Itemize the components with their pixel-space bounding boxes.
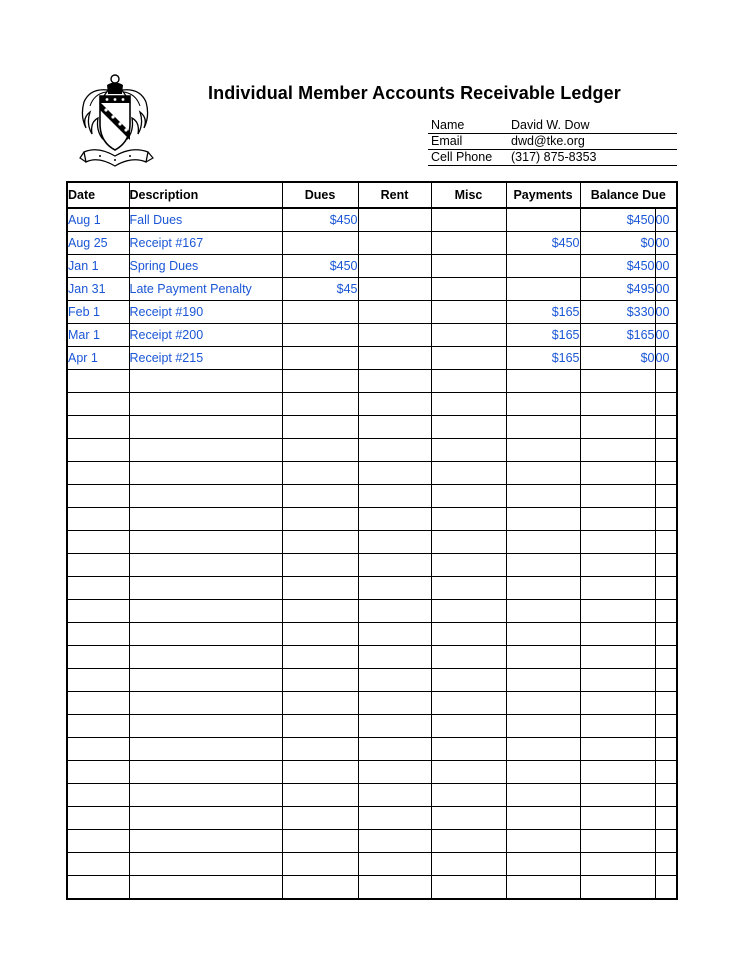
cell-description[interactable] xyxy=(129,462,282,485)
cell-description[interactable] xyxy=(129,876,282,900)
cell-date[interactable] xyxy=(67,462,129,485)
ledger-row xyxy=(67,232,677,255)
cell-dues[interactable] xyxy=(282,715,358,738)
cell-description[interactable] xyxy=(129,853,282,876)
cell-balance[interactable] xyxy=(580,577,655,600)
cell-balance[interactable] xyxy=(580,807,655,830)
cell-balance[interactable] xyxy=(580,554,655,577)
cell-description[interactable] xyxy=(129,830,282,853)
cell-description[interactable] xyxy=(129,692,282,715)
ledger-blank-row xyxy=(67,485,677,508)
email-value[interactable]: dwd@tke.org xyxy=(511,134,585,148)
cell-misc[interactable] xyxy=(431,669,506,692)
cell-dues[interactable] xyxy=(282,439,358,462)
name-label: Name xyxy=(431,118,465,132)
cell-payments[interactable] xyxy=(506,416,580,439)
cell-misc[interactable] xyxy=(431,347,506,370)
cell-dues[interactable] xyxy=(282,462,358,485)
cell-date[interactable]: Apr 1 xyxy=(67,347,129,370)
cell-description[interactable] xyxy=(129,554,282,577)
cell-description[interactable] xyxy=(129,669,282,692)
cell-misc[interactable] xyxy=(431,485,506,508)
cell-balance[interactable] xyxy=(580,600,655,623)
cell-balance-cents[interactable] xyxy=(655,876,677,900)
cell-rent[interactable] xyxy=(358,761,431,784)
cell-rent[interactable] xyxy=(358,485,431,508)
cell-balance-cents[interactable]: 00 xyxy=(655,347,677,370)
cell-misc[interactable] xyxy=(431,301,506,324)
cell-dues[interactable] xyxy=(282,738,358,761)
header-description: Description xyxy=(129,182,282,208)
cell-balance[interactable] xyxy=(580,692,655,715)
cell-balance[interactable] xyxy=(580,416,655,439)
cell-rent[interactable] xyxy=(358,439,431,462)
cell-dues[interactable] xyxy=(282,853,358,876)
cell-date[interactable] xyxy=(67,370,129,393)
ledger-blank-row xyxy=(67,761,677,784)
ledger-blank-row xyxy=(67,439,677,462)
cell-description[interactable] xyxy=(129,646,282,669)
cell-dues[interactable] xyxy=(282,692,358,715)
cell-date[interactable] xyxy=(67,600,129,623)
ledger-blank-row xyxy=(67,784,677,807)
cell-date[interactable] xyxy=(67,715,129,738)
cell-rent[interactable] xyxy=(358,738,431,761)
header-rent: Rent xyxy=(358,182,431,208)
cell-balance-cents[interactable] xyxy=(655,830,677,853)
cell-balance-cents[interactable] xyxy=(655,715,677,738)
header-dues: Dues xyxy=(282,182,358,208)
cell-balance-cents[interactable]: 00 xyxy=(655,324,677,347)
cell-balance[interactable]: $450 xyxy=(580,255,655,278)
cell-rent[interactable] xyxy=(358,853,431,876)
cell-balance-cents[interactable] xyxy=(655,577,677,600)
cell-dues[interactable] xyxy=(282,347,358,370)
cell-balance-cents[interactable] xyxy=(655,692,677,715)
cell-balance-cents[interactable] xyxy=(655,807,677,830)
cell-balance-cents[interactable] xyxy=(655,439,677,462)
cell-dues[interactable] xyxy=(282,324,358,347)
cell-rent[interactable] xyxy=(358,669,431,692)
name-value[interactable]: David W. Dow xyxy=(511,118,590,132)
ledger-blank-row xyxy=(67,531,677,554)
cell-payments[interactable] xyxy=(506,577,580,600)
cell-date[interactable]: Feb 1 xyxy=(67,301,129,324)
cell-rent[interactable] xyxy=(358,692,431,715)
member-info xyxy=(428,118,677,166)
cell-rent[interactable] xyxy=(358,531,431,554)
cell-balance-cents[interactable] xyxy=(655,669,677,692)
cell-dues[interactable] xyxy=(282,508,358,531)
cell-misc[interactable] xyxy=(431,508,506,531)
cell-misc[interactable] xyxy=(431,439,506,462)
cell-date[interactable]: Mar 1 xyxy=(67,324,129,347)
cell-rent[interactable] xyxy=(358,324,431,347)
cell-misc[interactable] xyxy=(431,278,506,301)
cell-date[interactable]: Aug 1 xyxy=(67,208,129,232)
ledger-blank-row xyxy=(67,554,677,577)
cell-misc[interactable] xyxy=(431,208,506,232)
cell-date[interactable] xyxy=(67,531,129,554)
ledger-blank-row xyxy=(67,738,677,761)
cell-balance-cents[interactable] xyxy=(655,485,677,508)
cell-payments[interactable] xyxy=(506,853,580,876)
cell-date[interactable] xyxy=(67,784,129,807)
cell-balance-cents[interactable] xyxy=(655,370,677,393)
cell-misc[interactable] xyxy=(431,784,506,807)
cell-date[interactable]: Jan 1 xyxy=(67,255,129,278)
ledger-blank-row xyxy=(67,508,677,531)
cell-date[interactable] xyxy=(67,416,129,439)
cell-balance-cents[interactable] xyxy=(655,623,677,646)
cell-payments[interactable] xyxy=(506,715,580,738)
cell-dues[interactable] xyxy=(282,301,358,324)
cell-date[interactable]: Aug 25 xyxy=(67,232,129,255)
cell-balance[interactable]: $165 xyxy=(580,324,655,347)
cell-balance-cents[interactable] xyxy=(655,531,677,554)
cell-description[interactable] xyxy=(129,370,282,393)
cell-dues[interactable] xyxy=(282,416,358,439)
cell-rent[interactable] xyxy=(358,600,431,623)
cell-rent[interactable] xyxy=(358,646,431,669)
cell-payments[interactable]: $165 xyxy=(506,301,580,324)
ledger-blank-row xyxy=(67,577,677,600)
cell-misc[interactable] xyxy=(431,761,506,784)
ledger-row xyxy=(67,208,677,232)
cell-description[interactable]: Receipt #215 xyxy=(129,347,282,370)
cell-misc[interactable] xyxy=(431,324,506,347)
cell-dues[interactable] xyxy=(282,531,358,554)
cell-balance-cents[interactable]: 00 xyxy=(655,232,677,255)
cell-rent[interactable] xyxy=(358,347,431,370)
cell-date[interactable] xyxy=(67,738,129,761)
cell-misc[interactable] xyxy=(431,600,506,623)
cell-description[interactable] xyxy=(129,531,282,554)
cell-date[interactable] xyxy=(67,508,129,531)
cell-dues[interactable] xyxy=(282,876,358,900)
cell-balance[interactable] xyxy=(580,623,655,646)
cell-balance[interactable]: $330 xyxy=(580,301,655,324)
cell-misc[interactable] xyxy=(431,876,506,900)
cell-balance[interactable] xyxy=(580,715,655,738)
cell-payments[interactable]: $165 xyxy=(506,347,580,370)
cell-description[interactable]: Fall Dues xyxy=(129,208,282,232)
cell-balance-cents[interactable] xyxy=(655,416,677,439)
cell-date[interactable] xyxy=(67,554,129,577)
cell-date[interactable]: Jan 31 xyxy=(67,278,129,301)
cell-rent[interactable] xyxy=(358,393,431,416)
cell-balance-cents[interactable] xyxy=(655,784,677,807)
ledger-header-row xyxy=(67,182,677,208)
cell-balance-cents[interactable] xyxy=(655,508,677,531)
cell-dues[interactable] xyxy=(282,370,358,393)
cell-balance-cents[interactable] xyxy=(655,600,677,623)
cell-rent[interactable] xyxy=(358,462,431,485)
cell-balance[interactable]: $0 xyxy=(580,232,655,255)
cell-date[interactable] xyxy=(67,623,129,646)
cell-balance[interactable] xyxy=(580,646,655,669)
cell-rent[interactable] xyxy=(358,416,431,439)
ledger-row xyxy=(67,301,677,324)
ledger-row xyxy=(67,255,677,278)
ledger-blank-row xyxy=(67,669,677,692)
cell-date[interactable] xyxy=(67,876,129,900)
cell-balance-cents[interactable]: 00 xyxy=(655,255,677,278)
cell-description[interactable] xyxy=(129,439,282,462)
cell-payments[interactable] xyxy=(506,830,580,853)
cell-balance[interactable] xyxy=(580,669,655,692)
ledger-row xyxy=(67,278,677,301)
cell-dues[interactable] xyxy=(282,393,358,416)
cell-date[interactable] xyxy=(67,577,129,600)
phone-row xyxy=(428,150,677,166)
ledger-blank-row xyxy=(67,876,677,900)
cell-dues[interactable]: $450 xyxy=(282,255,358,278)
cell-balance[interactable] xyxy=(580,738,655,761)
ledger-row xyxy=(67,347,677,370)
cell-payments[interactable] xyxy=(506,278,580,301)
cell-dues[interactable] xyxy=(282,554,358,577)
cell-payments[interactable] xyxy=(506,554,580,577)
phone-label: Cell Phone xyxy=(431,150,493,164)
cell-payments[interactable] xyxy=(506,646,580,669)
cell-balance-cents[interactable] xyxy=(655,853,677,876)
cell-misc[interactable] xyxy=(431,554,506,577)
cell-misc[interactable] xyxy=(431,370,506,393)
cell-dues[interactable] xyxy=(282,600,358,623)
cell-rent[interactable] xyxy=(358,508,431,531)
header-date: Date xyxy=(67,182,129,208)
cell-balance-cents[interactable] xyxy=(655,554,677,577)
cell-date[interactable] xyxy=(67,853,129,876)
cell-misc[interactable] xyxy=(431,830,506,853)
fraternity-crest-icon xyxy=(78,72,156,168)
cell-date[interactable] xyxy=(67,393,129,416)
cell-misc[interactable] xyxy=(431,416,506,439)
ledger-body xyxy=(67,208,677,899)
cell-dues[interactable] xyxy=(282,669,358,692)
cell-rent[interactable] xyxy=(358,577,431,600)
cell-dues[interactable]: $450 xyxy=(282,208,358,232)
cell-misc[interactable] xyxy=(431,255,506,278)
cell-description[interactable]: Receipt #190 xyxy=(129,301,282,324)
cell-balance[interactable] xyxy=(580,393,655,416)
cell-payments[interactable] xyxy=(506,508,580,531)
cell-rent[interactable] xyxy=(358,255,431,278)
cell-dues[interactable] xyxy=(282,761,358,784)
ledger-blank-row xyxy=(67,807,677,830)
cell-payments[interactable] xyxy=(506,692,580,715)
ledger-blank-row xyxy=(67,692,677,715)
cell-balance[interactable] xyxy=(580,761,655,784)
cell-description[interactable] xyxy=(129,485,282,508)
cell-misc[interactable] xyxy=(431,577,506,600)
cell-date[interactable] xyxy=(67,485,129,508)
cell-balance[interactable] xyxy=(580,370,655,393)
cell-balance[interactable] xyxy=(580,439,655,462)
ledger-blank-row xyxy=(67,623,677,646)
cell-misc[interactable] xyxy=(431,623,506,646)
cell-balance[interactable] xyxy=(580,531,655,554)
cell-payments[interactable] xyxy=(506,439,580,462)
cell-date[interactable] xyxy=(67,646,129,669)
cell-date[interactable] xyxy=(67,669,129,692)
cell-rent[interactable] xyxy=(358,370,431,393)
cell-payments[interactable] xyxy=(506,531,580,554)
cell-balance[interactable]: $450 xyxy=(580,208,655,232)
cell-date[interactable] xyxy=(67,830,129,853)
page-title: Individual Member Accounts Receivable Ledger xyxy=(208,83,621,103)
ledger-blank-row xyxy=(67,462,677,485)
cell-dues[interactable] xyxy=(282,830,358,853)
cell-dues[interactable] xyxy=(282,485,358,508)
cell-balance[interactable] xyxy=(580,485,655,508)
cell-payments[interactable] xyxy=(506,669,580,692)
cell-payments[interactable] xyxy=(506,623,580,646)
ledger-blank-row xyxy=(67,370,677,393)
ledger-blank-row xyxy=(67,715,677,738)
cell-rent[interactable] xyxy=(358,830,431,853)
cell-misc[interactable] xyxy=(431,853,506,876)
ledger-row xyxy=(67,324,677,347)
cell-date[interactable] xyxy=(67,761,129,784)
cell-payments[interactable] xyxy=(506,393,580,416)
cell-payments[interactable] xyxy=(506,876,580,900)
cell-balance-cents[interactable] xyxy=(655,761,677,784)
cell-misc[interactable] xyxy=(431,462,506,485)
cell-rent[interactable] xyxy=(358,301,431,324)
cell-description[interactable]: Receipt #167 xyxy=(129,232,282,255)
cell-misc[interactable] xyxy=(431,531,506,554)
cell-description[interactable] xyxy=(129,393,282,416)
cell-balance[interactable] xyxy=(580,462,655,485)
header-misc: Misc xyxy=(431,182,506,208)
cell-dues[interactable] xyxy=(282,623,358,646)
cell-description[interactable] xyxy=(129,508,282,531)
cell-dues[interactable] xyxy=(282,807,358,830)
cell-payments[interactable]: $450 xyxy=(506,232,580,255)
email-row xyxy=(428,134,677,150)
cell-rent[interactable] xyxy=(358,208,431,232)
cell-dues[interactable] xyxy=(282,646,358,669)
cell-misc[interactable] xyxy=(431,738,506,761)
cell-description[interactable]: Receipt #200 xyxy=(129,324,282,347)
cell-description[interactable]: Late Payment Penalty xyxy=(129,278,282,301)
cell-date[interactable] xyxy=(67,439,129,462)
cell-description[interactable] xyxy=(129,807,282,830)
cell-rent[interactable] xyxy=(358,623,431,646)
cell-rent[interactable] xyxy=(358,807,431,830)
cell-dues[interactable] xyxy=(282,577,358,600)
cell-balance[interactable] xyxy=(580,784,655,807)
email-label: Email xyxy=(431,134,463,148)
cell-description[interactable] xyxy=(129,715,282,738)
cell-description[interactable] xyxy=(129,416,282,439)
cell-misc[interactable] xyxy=(431,646,506,669)
cell-rent[interactable] xyxy=(358,876,431,900)
cell-payments[interactable] xyxy=(506,462,580,485)
cell-balance[interactable]: $0 xyxy=(580,347,655,370)
cell-misc[interactable] xyxy=(431,232,506,255)
header-balance-due: Balance Due xyxy=(580,182,677,208)
cell-description[interactable] xyxy=(129,577,282,600)
cell-balance-cents[interactable] xyxy=(655,646,677,669)
ledger-blank-row xyxy=(67,646,677,669)
cell-dues[interactable] xyxy=(282,784,358,807)
ledger-blank-row xyxy=(67,830,677,853)
cell-date[interactable] xyxy=(67,807,129,830)
cell-rent[interactable] xyxy=(358,232,431,255)
ledger-blank-row xyxy=(67,600,677,623)
cell-balance-cents[interactable] xyxy=(655,738,677,761)
cell-dues[interactable] xyxy=(282,232,358,255)
cell-rent[interactable] xyxy=(358,278,431,301)
cell-date[interactable] xyxy=(67,692,129,715)
cell-misc[interactable] xyxy=(431,807,506,830)
cell-payments[interactable] xyxy=(506,208,580,232)
cell-payments[interactable] xyxy=(506,255,580,278)
cell-rent[interactable] xyxy=(358,554,431,577)
name-row xyxy=(428,118,677,134)
ledger-blank-row xyxy=(67,853,677,876)
cell-balance-cents[interactable]: 00 xyxy=(655,301,677,324)
cell-description[interactable] xyxy=(129,761,282,784)
phone-value[interactable]: (317) 875-8353 xyxy=(511,150,597,164)
cell-payments[interactable] xyxy=(506,761,580,784)
cell-balance[interactable]: $495 xyxy=(580,278,655,301)
header-payments: Payments xyxy=(506,182,580,208)
cell-balance[interactable] xyxy=(580,876,655,900)
cell-balance[interactable] xyxy=(580,508,655,531)
cell-rent[interactable] xyxy=(358,784,431,807)
cell-description[interactable] xyxy=(129,600,282,623)
ledger-table xyxy=(66,181,678,900)
cell-payments[interactable]: $165 xyxy=(506,324,580,347)
cell-description[interactable] xyxy=(129,623,282,646)
cell-dues[interactable]: $45 xyxy=(282,278,358,301)
cell-payments[interactable] xyxy=(506,738,580,761)
cell-payments[interactable] xyxy=(506,784,580,807)
cell-description[interactable] xyxy=(129,784,282,807)
cell-payments[interactable] xyxy=(506,807,580,830)
cell-balance[interactable] xyxy=(580,830,655,853)
cell-misc[interactable] xyxy=(431,393,506,416)
cell-payments[interactable] xyxy=(506,370,580,393)
cell-balance-cents[interactable]: 00 xyxy=(655,208,677,232)
cell-balance-cents[interactable] xyxy=(655,462,677,485)
cell-balance-cents[interactable] xyxy=(655,393,677,416)
cell-balance-cents[interactable]: 00 xyxy=(655,278,677,301)
cell-balance[interactable] xyxy=(580,853,655,876)
cell-misc[interactable] xyxy=(431,715,506,738)
cell-payments[interactable] xyxy=(506,600,580,623)
cell-description[interactable]: Spring Dues xyxy=(129,255,282,278)
cell-misc[interactable] xyxy=(431,692,506,715)
cell-rent[interactable] xyxy=(358,715,431,738)
cell-description[interactable] xyxy=(129,738,282,761)
cell-payments[interactable] xyxy=(506,485,580,508)
ledger-blank-row xyxy=(67,393,677,416)
ledger-blank-row xyxy=(67,416,677,439)
